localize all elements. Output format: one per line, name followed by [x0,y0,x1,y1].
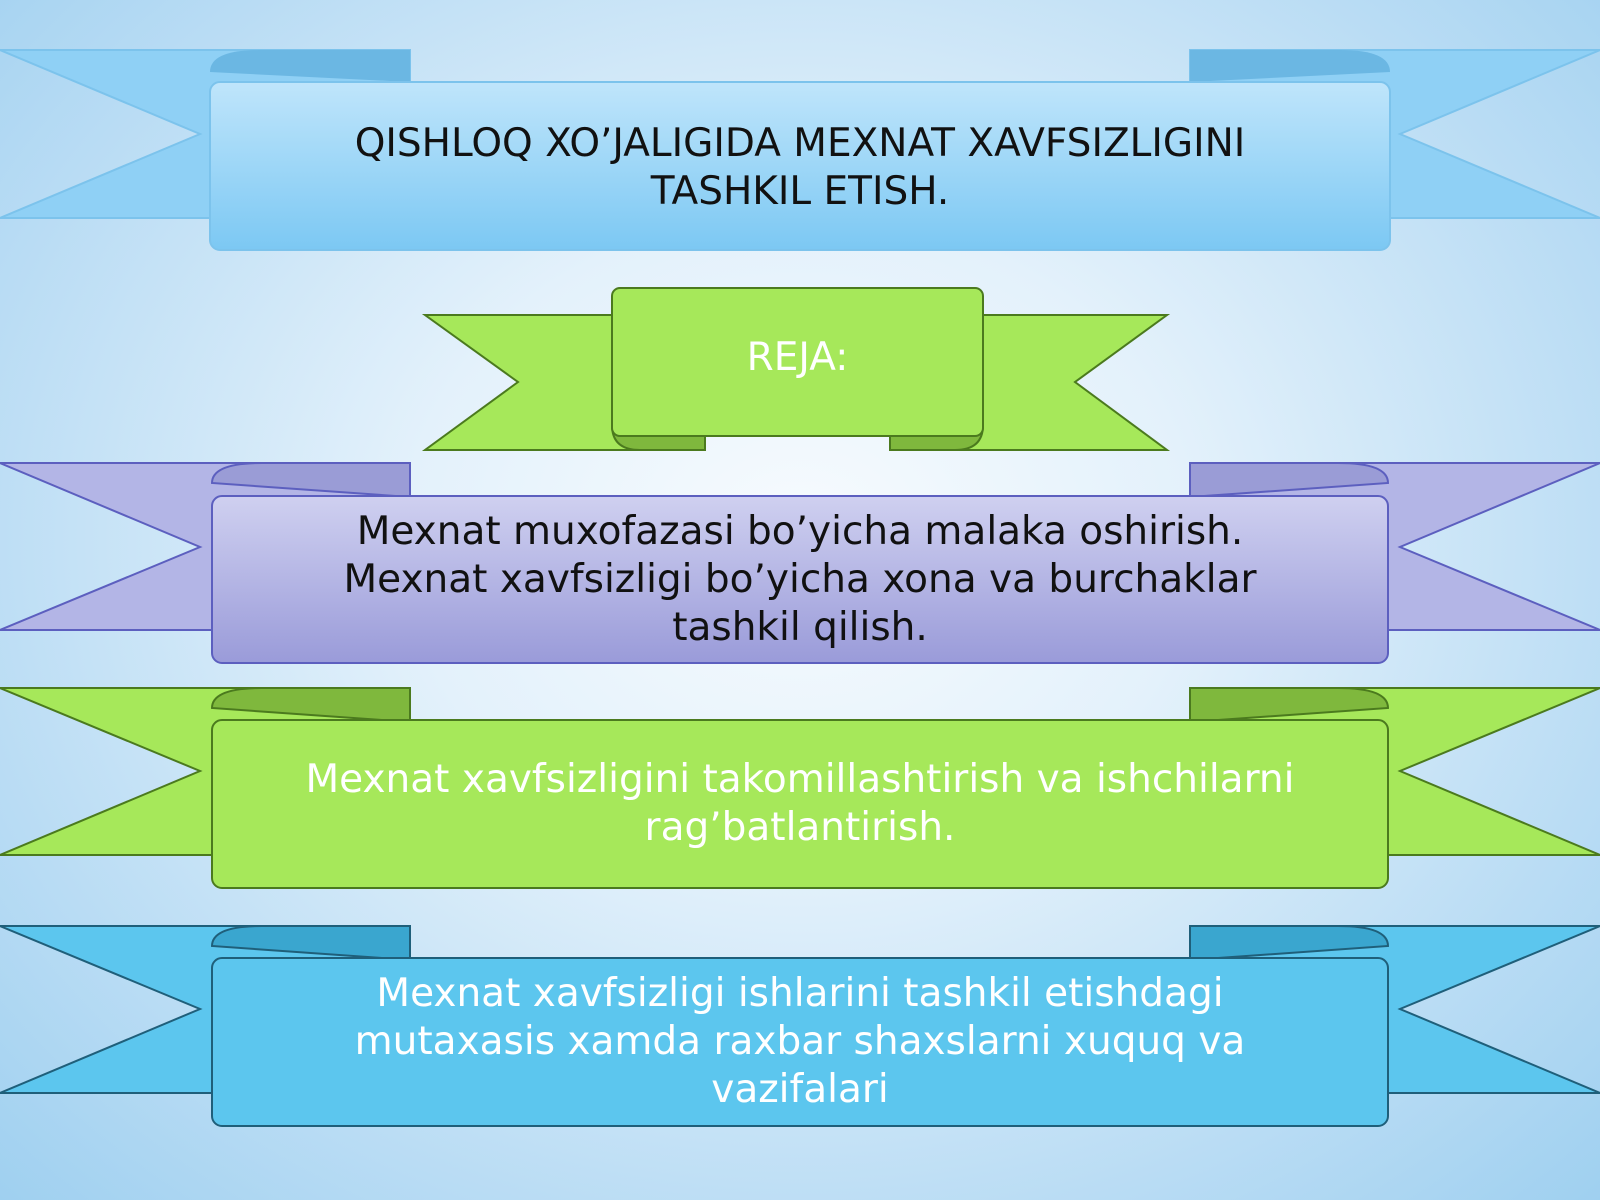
plan-heading: REJA: [746,335,849,380]
plan-item-1: Mexnat muxofazasi bo’yicha malaka oshirish. Mexnat xavfsizligi bo’yicha xona va burchaklar tashkil qilish. [343,509,1257,650]
plan-item-3: Mexnat xavfsizligi ishlarini tashkil etishdagi mutaxasis xamda raxbar shaxslarni xuquq va vazifalari [354,971,1246,1112]
slide-title: QISHLOQ XO’JALIGIDA MEXNAT XAVFSIZLIGINI TASHKIL ETISH. [354,121,1246,214]
plan-item-2: Mexnat xavfsizligini takomillashtirish va ishchilarni rag’batlantirish. [305,757,1295,850]
